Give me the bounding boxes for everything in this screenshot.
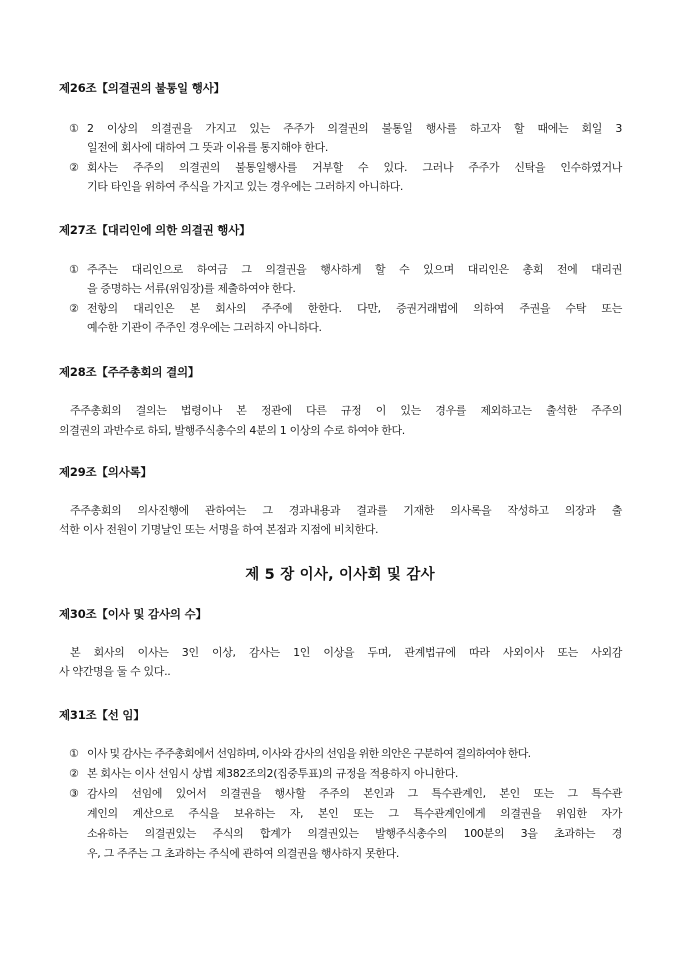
article-26-item-2-line-1: 회사는 주주의 의결권의 불통일행사를 거부할 수 있다. 그러나 주주가 신탁을 인수하였거나 <box>87 161 622 174</box>
article-28-line-2: 의결권의 과반수로 하되, 발행주식총수의 4분의 1 이상의 수로 하여야 한다. <box>59 424 405 437</box>
item-marker: ② <box>69 302 79 315</box>
article-26-heading: 제26조【의결권의 불통일 행사】 <box>59 81 225 95</box>
article-31-item-3-line-2: 계인의 계산으로 주식을 보유하는 자, 본인 또는 그 특수관계인에게 의결권을 위임한 자가 <box>87 807 622 820</box>
article-31-item-3-line-3: 소유하는 의결권있는 주식의 합계가 의결권있는 발행주식총수의 100분의 3을 초과하는 경 <box>87 827 622 840</box>
article-27-item-2-line-2: 예수한 기관이 주주인 경우에는 그러하지 아니하다. <box>87 321 322 334</box>
article-27-heading: 제27조【대리인에 의한 의결권 행사】 <box>59 223 251 237</box>
chapter-title: 제 5 장 이사, 이사회 및 감사 <box>245 567 435 583</box>
article-28-line-1: 주주총회의 결의는 법령이나 본 정관에 다른 규정 이 있는 경우를 제외하고는 출석한 주주의 <box>70 404 622 417</box>
article-28-heading: 제28조【주주총회의 결의】 <box>59 365 200 379</box>
article-27-item-2-line-1: 전항의 대리인은 본 회사의 주주에 한한다. 다만, 증권거래법에 의하여 주권을 수탁 또는 <box>87 302 622 315</box>
article-31-item-3-line-1: 감사의 선임에 있어서 의결권을 행사할 주주의 본인과 그 특수관계인, 본인 또는 그 특수관 <box>87 787 622 800</box>
article-27-item-1-line-1: 주주는 대리인으로 하여금 그 의결권을 행사하게 할 수 있으며 대리인은 총회 전에 대리권 <box>87 263 622 276</box>
item-marker: ② <box>69 767 79 780</box>
article-27-item-1-line-2: 을 증명하는 서류(위임장)를 제출하여야 한다. <box>87 282 296 295</box>
article-30-heading: 제30조【이사 및 감사의 수】 <box>59 607 207 621</box>
item-marker: ① <box>69 747 79 760</box>
article-31-item-2-line-1: 본 회사는 이사 선임시 상법 제382조의2(집중투표)의 규정을 적용하지 아니한다. <box>87 767 459 780</box>
article-26-item-2-line-2: 기타 타인을 위하여 주식을 가지고 있는 경우에는 그러하지 아니하다. <box>87 180 404 193</box>
item-marker: ① <box>69 122 79 135</box>
article-29-line-1: 주주총회의 의사진행에 관하여는 그 경과내용과 결과를 기재한 의사록을 작성하고 의장과 출 <box>70 504 622 517</box>
item-marker: ② <box>69 161 79 174</box>
article-31-item-3-line-4: 우, 그 주주는 그 초과하는 주식에 관하여 의결권을 행사하지 못한다. <box>87 847 400 860</box>
article-26-item-1-line-1: 2 이상의 의결권을 가지고 있는 주주가 의결권의 불통일 행사를 하고자 할 때에는 회일 3 <box>87 122 622 135</box>
article-26-item-1-line-2: 일전에 회사에 대하여 그 뜻과 이유를 통지해야 한다. <box>87 141 328 154</box>
item-marker: ① <box>69 263 79 276</box>
article-31-heading: 제31조【선 임】 <box>59 708 145 722</box>
article-30-line-1: 본 회사의 이사는 3인 이상, 감사는 1인 이상을 두며, 관계법규에 따라 사외이사 또는 사외감 <box>70 646 622 659</box>
article-30-line-2: 사 약간명을 둘 수 있다.. <box>59 665 171 678</box>
item-marker: ③ <box>69 787 79 800</box>
article-29-line-2: 석한 이사 전원이 기명날인 또는 서명을 하여 본점과 지점에 비치한다. <box>59 523 379 536</box>
article-31-item-1-line-1: 이사 및 감사는 주주총회에서 선임하며, 이사와 감사의 선임을 위한 의안은 구분하여 결의하여야 한다. <box>87 747 531 760</box>
article-29-heading: 제29조【의사록】 <box>59 465 152 479</box>
